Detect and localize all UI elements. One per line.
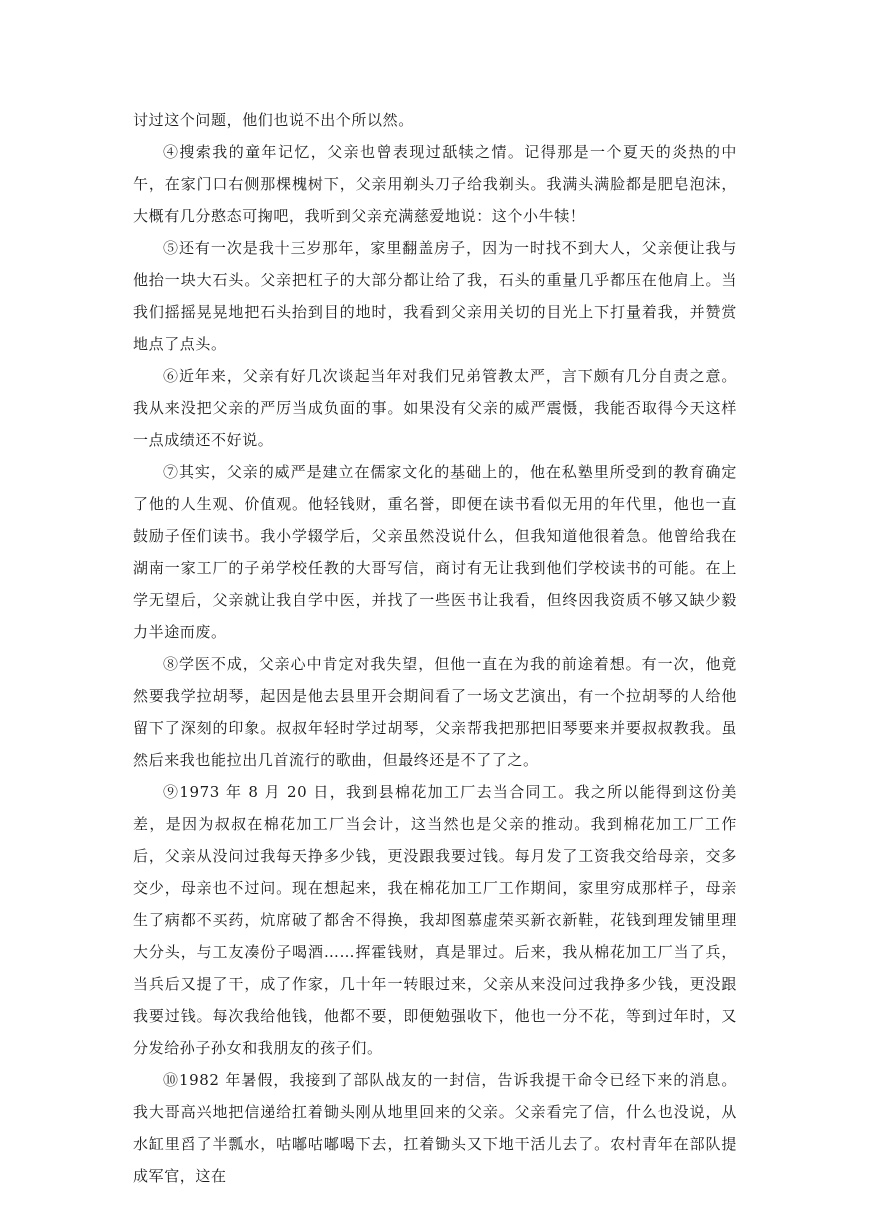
paragraph-4: ④搜索我的童年记忆，父亲也曾表现过舐犊之情。记得那是一个夏天的炎热的中午，在家门口右侧那棵槐树下，父亲用剃头刀子给我剃头。我满头满脸都是肥皂泡沫，大概有几分憨态可掬吧，我听到父亲充满慈爱地说：这个小牛犊！	[133, 143, 737, 225]
paragraph-10: ⑩1982 年暑假，我接到了部队战友的一封信，告诉我提干命令已经下来的消息。我大哥高兴地把信递给扛着锄头刚从地里回来的父亲。父亲看完了信，什么也没说，从水缸里舀了半瓢水，咕嘟咕嘟喝下去，扛着锄头又下地干活儿去了。农村青年在部队提成军官，这在	[133, 1071, 737, 1185]
paragraph-6: ⑥近年来，父亲有好几次谈起当年对我们兄弟管教太严，言下颇有几分自责之意。我从来没把父亲的严厉当成负面的事。如果没有父亲的威严震慑，我能否取得今天这样一点成绩还不好说。	[133, 367, 737, 449]
article-body	[133, 104, 737, 1192]
paragraph-continuation: 讨过这个问题，他们也说不出个所以然。	[133, 111, 414, 129]
paragraph-7: ⑦其实，父亲的威严是建立在儒家文化的基础上的，他在私塾里所受到的教育确定了他的人生观、价值观。他轻钱财，重名誉，即便在读书看似无用的年代里，他也一直鼓励子侄们读书。我小学辍学后，父亲虽然没说什么，但我知道他很着急。他曾给我在湖南一家工厂的子弟学校任教的大哥写信，商讨有无让我到他们学校读书的可能。在上学无望后，父亲就让我自学中医，并找了一些医书让我看，但终因我资质不够又缺少毅力半途而废。	[133, 463, 737, 641]
paragraph-8: ⑧学医不成，父亲心中肯定对我失望，但他一直在为我的前途着想。有一次，他竟然要我学拉胡琴，起因是他去县里开会期间看了一场文艺演出，有一个拉胡琴的人给他留下了深刻的印象。叔叔年轻时学过胡琴，父亲帮我把那把旧琴要来并要叔叔教我。虽然后来我也能拉出几首流行的歌曲，但最终还是不了了之。	[133, 655, 737, 769]
paragraph-9: ⑨1973 年 8 月 20 日，我到县棉花加工厂去当合同工。我之所以能得到这份美差，是因为叔叔在棉花加工厂当会计，这当然也是父亲的推动。我到棉花加工厂工作后，父亲从没问过我每天挣多少钱，更没跟我要过钱。每月发了工资我交给母亲，交多交少，母亲也不过问。现在想起来，我在棉花加工厂工作期间，家里穷成那样子，母亲生了病都不买药，炕席破了都舍不得换，我却图慕虚荣买新衣新鞋，花钱到理发铺里理大分头，与工友凑份子喝酒……挥霍钱财，真是罪过。后来，我从棉花加工厂当了兵，当兵后又提了干，成了作家，几十年一转眼过来，父亲从来没问过我挣多少钱，更没跟我要过钱。每次我给他钱，他都不要，即便勉强收下，他也一分不花，等到过年时，又分发给孙子孙女和我朋友的孩子们。	[133, 783, 737, 1057]
paragraph-5: ⑤还有一次是我十三岁那年，家里翻盖房子，因为一时找不到大人，父亲便让我与他抬一块大石头。父亲把杠子的大部分都让给了我，石头的重量几乎都压在他肩上。当我们摇摇晃晃地把石头抬到目的地时，我看到父亲用关切的目光上下打量着我，并赞赏地点了点头。	[133, 239, 737, 353]
